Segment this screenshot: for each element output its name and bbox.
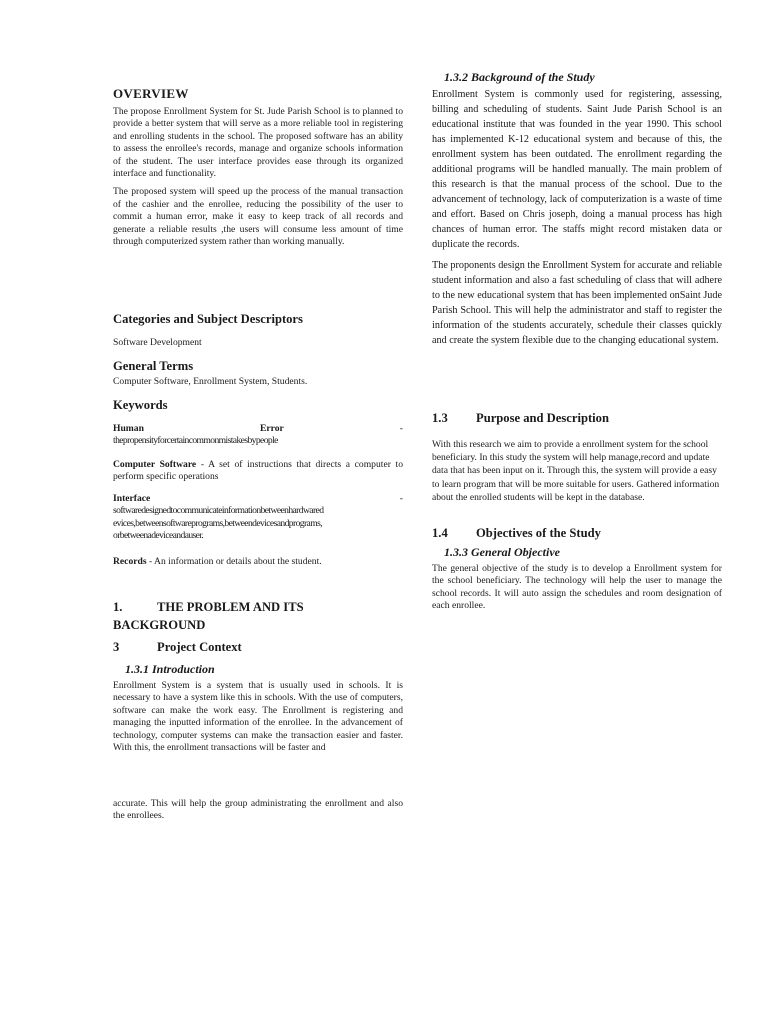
keyword-interface-dash: - (399, 493, 403, 504)
keyword-interface (113, 493, 403, 543)
introduction-paragraph-1: Enrollment System is a system that is usually used in schools. It is necessary to have a system like this in schools. With the use of computers, software can make the work easy. The Enrollment is registering and managing the inputted information of the enrollee. In the advancement of technology, computer systems can make the transaction easier and faster. With this, the enrollment transactions will be faster and (113, 680, 403, 754)
project-context-title: Project Context (157, 640, 242, 654)
keywords-heading: Keywords (113, 398, 168, 412)
overview-heading: OVERVIEW (113, 86, 189, 101)
keyword-interface-term-row (113, 493, 403, 505)
purpose-text: With this research we aim to provide a enrollment system for the school beneficiary. In this study the system will help manage,record and update data that has been input on it. Through this, the system will provide a easy to learn program that will be more suitable for users. Gathered information about the enrolled students will be kept in the database. (432, 439, 720, 503)
introduction-paragraph-2: accurate. This will help the group administrating the enrollment and also the enrollees. (113, 798, 403, 822)
background-paragraph-1: Enrollment System is commonly used for registering, assessing, billing and scheduling of students. Saint Jude Parish School is an educational institute that was founded in the year 1990. This school has implemented K-12 educational system and because of this, the enrollment system has been outdated. The enrollment regarding the additional programs will be handled manually. The main problem of this research is that the manual process of the school. Due to the advancement of technology, lack of computerization is a waste of time and effort. Based on Chris joseph, doing a manual process has high chances of human error. The staffs might record mistaken data or duplicate the records. (432, 89, 722, 250)
keyword-error-term: Error (259, 423, 284, 434)
keyword-computer-software (113, 459, 403, 484)
problem-title-line-1: THE PROBLEM AND ITS (157, 600, 304, 614)
categories-heading: Categories and Subject Descriptors (113, 312, 303, 326)
objectives-title: Objectives of the Study (476, 526, 601, 540)
problem-number: 1. (113, 600, 123, 614)
keyword-interface-term: Interface (113, 493, 151, 504)
introduction-heading: 1.3.1 Introduction (125, 662, 215, 676)
background-paragraph-2: The proponents design the Enrollment System for accurate and reliable student information and also a fast scheduling of class that will adhere to the new educational system that has been implemented onSaint Jude Parish School. This will help the administrator and staff to register the information of the students accurately, schedule their classes quickly and create the system flexible due to the changing educational system. (432, 260, 722, 346)
keyword-human-error-definition: thepropensityforcertaincommonmistakesbypeople (113, 435, 278, 447)
keyword-human-error-term-row (113, 423, 403, 435)
overview-paragraph-1: The propose Enrollment System for St. Jude Parish School is to planned to provide a better system that will serve as a more reliable tool in registering and enrolling students in the school. The proposed software has an ability to assess the enrollee's records, manage and organize schools information of the student. The user interface provides ease through its organized interface and functionality. (113, 106, 403, 180)
keyword-computer-software-definition: - A set of instructions that directs a computer to perform specific operations (113, 459, 404, 483)
problem-heading (113, 598, 403, 634)
project-context-number: 3 (113, 640, 120, 654)
keyword-records-term: Records (113, 556, 147, 567)
general-terms-text: Computer Software, Enrollment System, Students. (113, 376, 308, 387)
purpose-heading (432, 412, 722, 424)
categories-text: Software Development (113, 337, 202, 348)
background-heading: 1.3.2 Background of the Study (444, 70, 595, 84)
objectives-number: 1.4 (432, 526, 448, 540)
keyword-human-error (113, 423, 403, 448)
keyword-interface-definition-3: orbetweenadeviceandauser. (113, 530, 204, 542)
keyword-human-term: Human (113, 423, 144, 434)
overview-section (113, 106, 403, 254)
purpose-number: 1.3 (432, 411, 448, 425)
keyword-computer-software-term: Computer Software (113, 459, 197, 470)
problem-title-line-2: BACKGROUND (113, 618, 206, 632)
purpose-title: Purpose and Description (476, 411, 609, 425)
overview-paragraph-2: The proposed system will speed up the process of the manual transaction of the cashier and the enrollee, reducing the possibility of the user to commit a human error, make it easy to keep track of all records and generate a reliable results ,the users will consume less amount of time through computerized system rather than working manually. (113, 186, 403, 248)
general-objective-text: The general objective of the study is to develop a Enrollment system for the school beneficiary. The technology will help the user to manage the school records. It will auto assign the schedules and room designation of each enrollee. (432, 563, 722, 612)
keyword-interface-definition-1: softwaredesignedtocommunicateinformationbetweenhardwared (113, 505, 324, 517)
project-context-heading (113, 641, 403, 653)
keyword-interface-definition-2: evices,betweensoftwareprograms,betweendevicesandprograms, (113, 517, 323, 529)
keyword-records-definition: - An information or details about the student. (146, 556, 322, 567)
keyword-human-error-dash: - (399, 423, 403, 434)
keyword-records (113, 556, 403, 568)
background-section (432, 87, 722, 354)
objectives-heading (432, 527, 722, 539)
general-objective-heading: 1.3.3 General Objective (444, 545, 560, 559)
general-terms-heading: General Terms (113, 359, 194, 373)
